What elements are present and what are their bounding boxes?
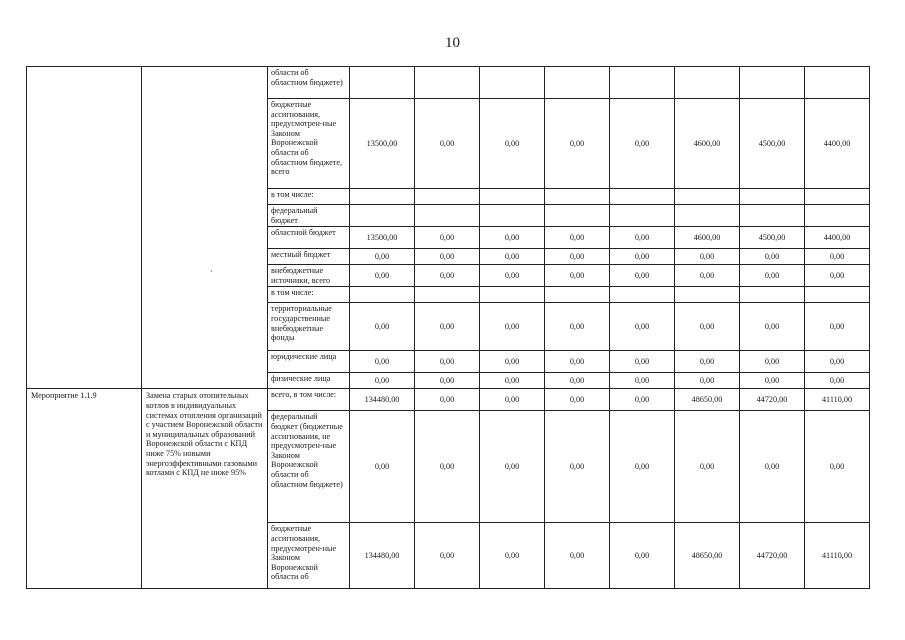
funding-source-cell: внебюджетные источники, всего [268, 265, 350, 287]
funding-source-cell: физические лица [268, 373, 350, 389]
value-cell: 0,00 [610, 265, 675, 287]
value-cell: 0,00 [675, 373, 740, 389]
activity-code-cell: Мероприятие 1.1.9 [27, 389, 142, 589]
value-cell: 0,00 [350, 411, 415, 523]
merged-name-cell [142, 67, 268, 389]
value-cell: 0,00 [610, 99, 675, 189]
funding-source-cell: территориальные государственные внебюджетные фонды [268, 303, 350, 351]
value-cell: 13500,00 [350, 99, 415, 189]
value-cell: 0,00 [740, 249, 805, 265]
value-cell: 0,00 [740, 265, 805, 287]
value-cell: 0,00 [675, 351, 740, 373]
value-cell: 0,00 [610, 389, 675, 411]
activity-name-cell: Замена старых отопительных котлов в индивидуальных системах отопления организаций с участием Воронежской области и муниципальных образований Воронежской области с КПД ниже 75% новыми энергоэффективными газовыми котлами с КПД не ниже 95% [142, 389, 268, 589]
funding-source-cell: в том числе: [268, 189, 350, 205]
value-cell [675, 189, 740, 205]
value-cell: 0,00 [350, 351, 415, 373]
value-cell: 0,00 [805, 265, 870, 287]
value-cell: 4500,00 [740, 99, 805, 189]
value-cell: 0,00 [415, 523, 480, 589]
value-cell: 44720,00 [740, 523, 805, 589]
value-cell: 0,00 [675, 265, 740, 287]
value-cell: 0,00 [480, 411, 545, 523]
value-cell: 0,00 [805, 249, 870, 265]
value-cell [350, 67, 415, 99]
value-cell: 134480,00 [350, 523, 415, 589]
value-cell: 0,00 [610, 373, 675, 389]
value-cell [350, 205, 415, 227]
value-cell: 0,00 [675, 411, 740, 523]
stray-mark: ` [210, 269, 213, 280]
value-cell [480, 205, 545, 227]
value-cell [740, 67, 805, 99]
value-cell: 0,00 [480, 523, 545, 589]
value-cell: 0,00 [415, 99, 480, 189]
value-cell: 0,00 [480, 389, 545, 411]
value-cell: 0,00 [545, 523, 610, 589]
value-cell: 4600,00 [675, 227, 740, 249]
value-cell [675, 205, 740, 227]
funding-source-cell: федеральный бюджет (бюджетные ассигнования, не предусмотрен-ные Законом Воронежской области об областном бюджете) [268, 411, 350, 523]
funding-source-cell: бюджетные ассигнования, предусмотрен-ные Законом Воронежской области об [268, 523, 350, 589]
value-cell [740, 205, 805, 227]
value-cell: 0,00 [740, 411, 805, 523]
value-cell [545, 287, 610, 303]
value-cell [545, 67, 610, 99]
value-cell: 0,00 [610, 523, 675, 589]
funding-source-cell: области об областном бюджете) [268, 67, 350, 99]
value-cell [415, 287, 480, 303]
value-cell: 0,00 [805, 373, 870, 389]
value-cell: 0,00 [415, 249, 480, 265]
value-cell [350, 287, 415, 303]
value-cell [675, 287, 740, 303]
value-cell [350, 189, 415, 205]
value-cell: 0,00 [610, 411, 675, 523]
value-cell: 41110,00 [805, 523, 870, 589]
value-cell: 44720,00 [740, 389, 805, 411]
value-cell: 0,00 [415, 389, 480, 411]
value-cell: 0,00 [545, 411, 610, 523]
value-cell: 48650,00 [675, 389, 740, 411]
value-cell: 0,00 [545, 249, 610, 265]
value-cell: 0,00 [805, 303, 870, 351]
value-cell: 0,00 [545, 373, 610, 389]
table-row [27, 67, 870, 99]
value-cell: 0,00 [545, 227, 610, 249]
value-cell [805, 189, 870, 205]
value-cell: 0,00 [350, 373, 415, 389]
value-cell: 0,00 [740, 303, 805, 351]
funding-source-cell: бюджетные ассигнования, предусмотрен-ные Законом Воронежской области об областном бюджете, всего [268, 99, 350, 189]
value-cell: 0,00 [415, 373, 480, 389]
value-cell [480, 287, 545, 303]
value-cell [740, 287, 805, 303]
value-cell [415, 189, 480, 205]
value-cell: 0,00 [415, 303, 480, 351]
value-cell [740, 189, 805, 205]
value-cell: 0,00 [545, 303, 610, 351]
value-cell: 134480,00 [350, 389, 415, 411]
value-cell: 0,00 [610, 303, 675, 351]
value-cell: 0,00 [805, 351, 870, 373]
value-cell: 0,00 [480, 249, 545, 265]
value-cell: 0,00 [610, 249, 675, 265]
funding-source-cell: всего, в том числе: [268, 389, 350, 411]
value-cell: 0,00 [545, 389, 610, 411]
value-cell [480, 67, 545, 99]
value-cell: 0,00 [805, 411, 870, 523]
value-cell: 0,00 [610, 227, 675, 249]
value-cell [415, 205, 480, 227]
funding-source-cell: федеральный бюджет [268, 205, 350, 227]
value-cell: 0,00 [740, 351, 805, 373]
value-cell: 41110,00 [805, 389, 870, 411]
value-cell [805, 205, 870, 227]
funding-source-cell: областной бюджет [268, 227, 350, 249]
value-cell: 48650,00 [675, 523, 740, 589]
value-cell [610, 205, 675, 227]
funding-source-cell: местный бюджет [268, 249, 350, 265]
value-cell [545, 205, 610, 227]
table-row [27, 389, 870, 411]
value-cell: 0,00 [350, 249, 415, 265]
value-cell: 0,00 [480, 227, 545, 249]
value-cell: 0,00 [545, 351, 610, 373]
value-cell: 0,00 [610, 351, 675, 373]
value-cell [610, 287, 675, 303]
value-cell [805, 67, 870, 99]
value-cell [415, 67, 480, 99]
value-cell [675, 67, 740, 99]
value-cell: 0,00 [675, 303, 740, 351]
value-cell: 0,00 [415, 227, 480, 249]
funding-source-cell: юридические лица [268, 351, 350, 373]
value-cell: 0,00 [350, 265, 415, 287]
merged-activity-cell [27, 67, 142, 389]
value-cell: 0,00 [415, 351, 480, 373]
value-cell [610, 189, 675, 205]
value-cell: 0,00 [675, 249, 740, 265]
value-cell: 0,00 [545, 265, 610, 287]
value-cell: 0,00 [350, 303, 415, 351]
budget-table [26, 66, 870, 589]
value-cell: 0,00 [545, 99, 610, 189]
value-cell [545, 189, 610, 205]
page-number: 10 [445, 35, 460, 51]
value-cell: 0,00 [480, 265, 545, 287]
value-cell: 4400,00 [805, 99, 870, 189]
value-cell [480, 189, 545, 205]
value-cell: 0,00 [480, 351, 545, 373]
value-cell: 4600,00 [675, 99, 740, 189]
value-cell: 4400,00 [805, 227, 870, 249]
value-cell: 0,00 [415, 411, 480, 523]
value-cell [610, 67, 675, 99]
value-cell: 0,00 [480, 303, 545, 351]
value-cell [805, 287, 870, 303]
value-cell: 13500,00 [350, 227, 415, 249]
value-cell: 4500,00 [740, 227, 805, 249]
value-cell: 0,00 [740, 373, 805, 389]
value-cell: 0,00 [480, 373, 545, 389]
funding-source-cell: в том числе: [268, 287, 350, 303]
value-cell: 0,00 [415, 265, 480, 287]
value-cell: 0,00 [480, 99, 545, 189]
